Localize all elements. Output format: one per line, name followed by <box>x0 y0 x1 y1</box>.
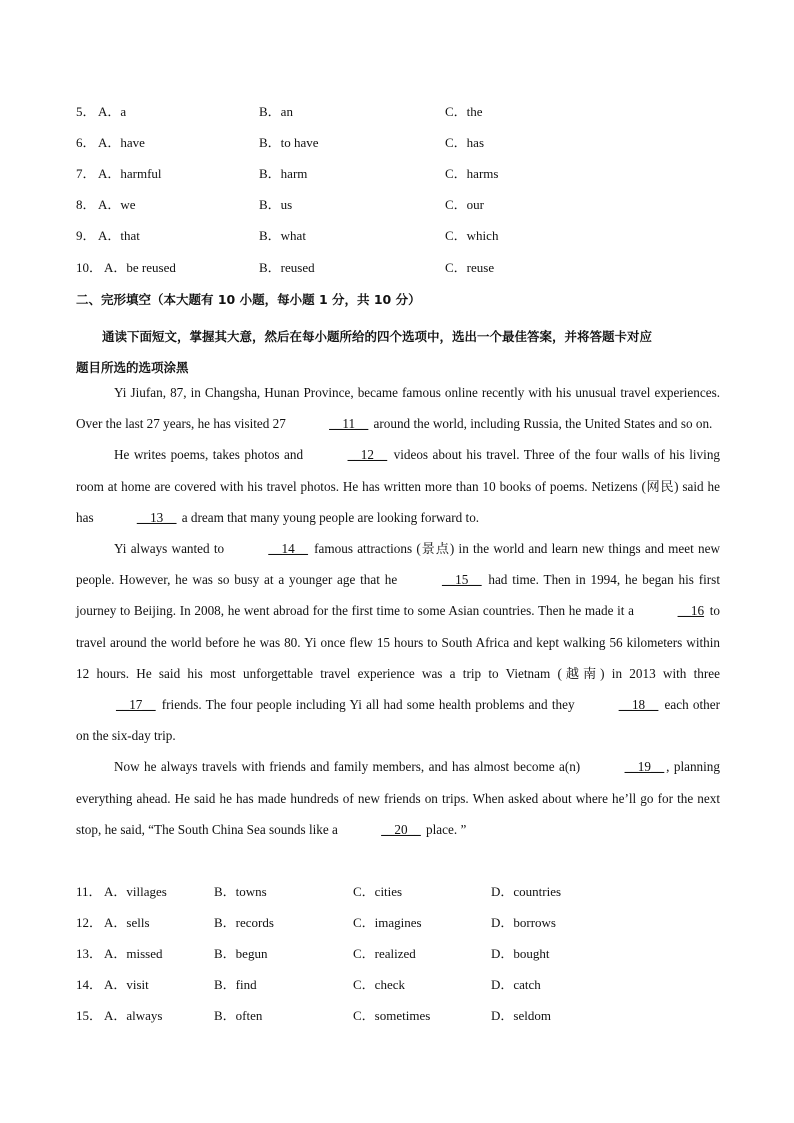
blank-11: __11__ <box>329 416 369 432</box>
option-b: B．us <box>259 197 293 212</box>
passage-text: friends. The four people including Yi all had some health problems and they <box>157 697 579 713</box>
passage-text: to travel around the world before he was 80. Yi once flew 15 hours to South Africa and kept walking 56 kilometers within 12 hours. He said his most unforgettable travel experience was a trip to Vietnam (越南) in 2013 with three <box>76 603 720 681</box>
option-a: A．sells <box>104 915 150 930</box>
question-row <box>0 944 794 964</box>
option-c: C．sometimes <box>353 1008 431 1023</box>
passage-text: , planning everything ahead. He said he has made hundreds of new friends on trips. When asked about where he’ll go for the next stop, he said, “The South China Sea sounds like a <box>76 759 720 837</box>
blank-20: __20__ <box>381 821 421 837</box>
option-a: A．a <box>98 104 127 119</box>
instruction-line: 题目所选的选项涂黑 <box>76 360 189 375</box>
passage-paragraph <box>76 439 720 533</box>
question-row <box>0 913 794 933</box>
cloze-passage <box>76 377 720 845</box>
option-a: A．always <box>104 1008 163 1023</box>
option-a: A．harmful <box>98 166 162 181</box>
option-a: A．we <box>98 197 136 212</box>
option-c: C．cities <box>353 884 403 899</box>
passage-text: had time. Then in 1994, he began his first journey to Beijing. In 2008, he went abroad for the first time to some Asian countries. Then he made it a <box>76 572 720 619</box>
blank-12: __12__ <box>347 447 388 463</box>
option-a: A．be reused <box>104 260 176 275</box>
passage-text: place. ” <box>422 821 467 837</box>
passage-text: famous attractions (景点) in the world and learn new things and meet new people. However, he was so busy at a younger age that he <box>76 541 720 588</box>
option-c: C．check <box>353 977 405 992</box>
passage-text: He writes poems, takes photos and <box>114 447 308 463</box>
passage-text: a dream that many young people are looking forward to. <box>178 509 480 525</box>
passage-text: Now he always travels with friends and family members, and has almost become a(n) <box>114 759 585 775</box>
question-row <box>0 975 794 995</box>
option-c: C．which <box>445 228 499 243</box>
option-d: D．borrows <box>491 915 556 930</box>
option-b: B．to have <box>259 135 319 150</box>
option-c: C．harms <box>445 166 499 181</box>
question-number: 14． <box>76 977 103 992</box>
blank-16: __16 <box>677 603 705 619</box>
option-b: B．what <box>259 228 306 243</box>
question-number: 15． <box>76 1008 103 1023</box>
question-number: 7． <box>76 166 96 181</box>
option-b: B．often <box>214 1008 263 1023</box>
question-row <box>0 226 794 246</box>
section-instruction <box>76 321 720 383</box>
question-row <box>0 882 794 902</box>
passage-text: around the world, including Russia, the United States and so on. <box>370 416 713 432</box>
option-a: A．that <box>98 228 140 243</box>
passage-text: Yi always wanted to <box>114 541 229 557</box>
option-a: A．have <box>98 135 145 150</box>
option-a: A．villages <box>104 884 167 899</box>
option-b: B．begun <box>214 946 268 961</box>
option-c: C．imagines <box>353 915 422 930</box>
option-b: B．records <box>214 915 274 930</box>
question-row <box>0 1006 794 1026</box>
option-b: B．an <box>259 104 293 119</box>
blank-17: __17__ <box>116 697 156 713</box>
option-a: A．missed <box>104 946 163 961</box>
section-heading: 二、完形填空（本大题有 10 小题，每小题 1 分，共 10 分） <box>76 292 421 307</box>
question-number: 9． <box>76 228 96 243</box>
question-number: 5． <box>76 104 96 119</box>
question-number: 11． <box>76 884 102 899</box>
option-b: B．towns <box>214 884 267 899</box>
question-number: 12． <box>76 915 103 930</box>
question-number: 10． <box>76 260 103 275</box>
option-d: D．seldom <box>491 1008 551 1023</box>
blank-18: __18__ <box>618 697 659 713</box>
question-number: 8． <box>76 197 96 212</box>
passage-text: videos about his travel. Three of the four walls of his living room at home are covered with his travel photos. He has written more than 10 books of poems. Netizens (网民) said he has <box>76 447 721 525</box>
option-c: C．reuse <box>445 260 495 275</box>
question-number: 6． <box>76 135 96 150</box>
blank-14: __14__ <box>268 541 308 557</box>
blank-13: __13__ <box>136 509 177 525</box>
passage-paragraph <box>76 377 720 439</box>
question-row <box>0 258 794 278</box>
option-d: D．bought <box>491 946 550 961</box>
instruction-line: 通读下面短文，掌握其大意，然后在每小题所给的四个选项中，选出一个最佳答案，并将答题卡对应 <box>102 329 653 344</box>
option-c: C．our <box>445 197 485 212</box>
option-d: D．catch <box>491 977 541 992</box>
question-row <box>0 164 794 184</box>
passage-paragraph <box>76 533 720 751</box>
option-b: B．harm <box>259 166 308 181</box>
passage-paragraph <box>76 751 720 845</box>
passage-text: each other on the six-day trip. <box>76 697 720 744</box>
question-row <box>0 133 794 153</box>
option-c: C．the <box>445 104 483 119</box>
option-d: D．countries <box>491 884 562 899</box>
option-b: B．reused <box>259 260 315 275</box>
blank-19: __19__ <box>624 759 665 775</box>
question-row <box>0 102 794 122</box>
question-number: 13． <box>76 946 103 961</box>
blank-15: __15__ <box>441 572 482 588</box>
question-row <box>0 195 794 215</box>
option-c: C．has <box>445 135 485 150</box>
option-b: B．find <box>214 977 257 992</box>
option-a: A．visit <box>104 977 149 992</box>
passage-text: Yi Jiufan, 87, in Changsha, Hunan Province, became famous online recently with his unusual travel experiences. Over the last 27 years, he has visited 27 <box>76 385 720 432</box>
option-c: C．realized <box>353 946 416 961</box>
